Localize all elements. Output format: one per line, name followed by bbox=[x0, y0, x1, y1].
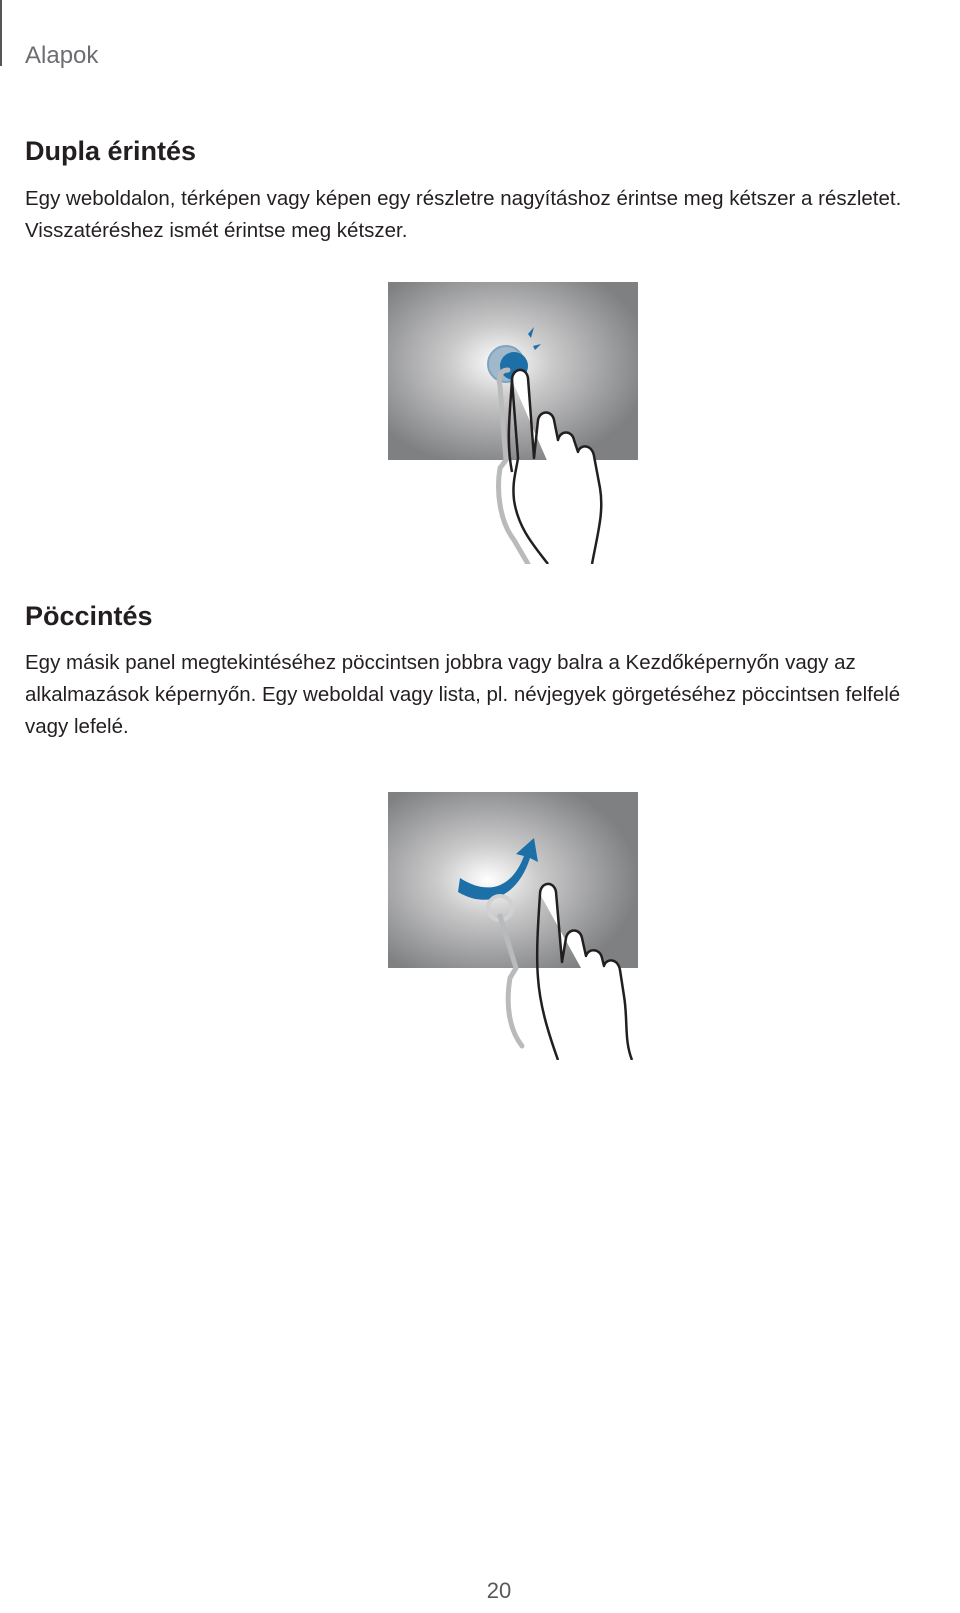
double-tap-illustration bbox=[388, 282, 652, 564]
section-text-double-tap bbox=[25, 183, 960, 247]
page-number: 20 bbox=[486, 1578, 512, 1603]
section-title-double-tap: Dupla érintés bbox=[25, 136, 197, 166]
flick-illustration bbox=[388, 792, 652, 1060]
text-line: vagy lefelé. bbox=[25, 715, 129, 738]
page-edge-line bbox=[0, 0, 2, 66]
section-title-flick: Pöccintés bbox=[25, 601, 153, 631]
section-text-flick bbox=[25, 647, 960, 743]
chapter-header: Alapok bbox=[25, 42, 99, 69]
text-line: Egy weboldalon, térképen vagy képen egy részletre nagyításhoz érintse meg kétszer a részletet. bbox=[25, 187, 902, 210]
text-line: Visszatéréshez ismét érintse meg kétszer. bbox=[25, 219, 408, 242]
text-line: alkalmazások képernyőn. Egy weboldal vagy lista, pl. névjegyek görgetéséhez pöccintsen felfelé bbox=[25, 683, 901, 706]
text-line: Egy másik panel megtekintéséhez pöccintsen jobbra vagy balra a Kezdőképernyőn vagy az bbox=[25, 651, 856, 674]
